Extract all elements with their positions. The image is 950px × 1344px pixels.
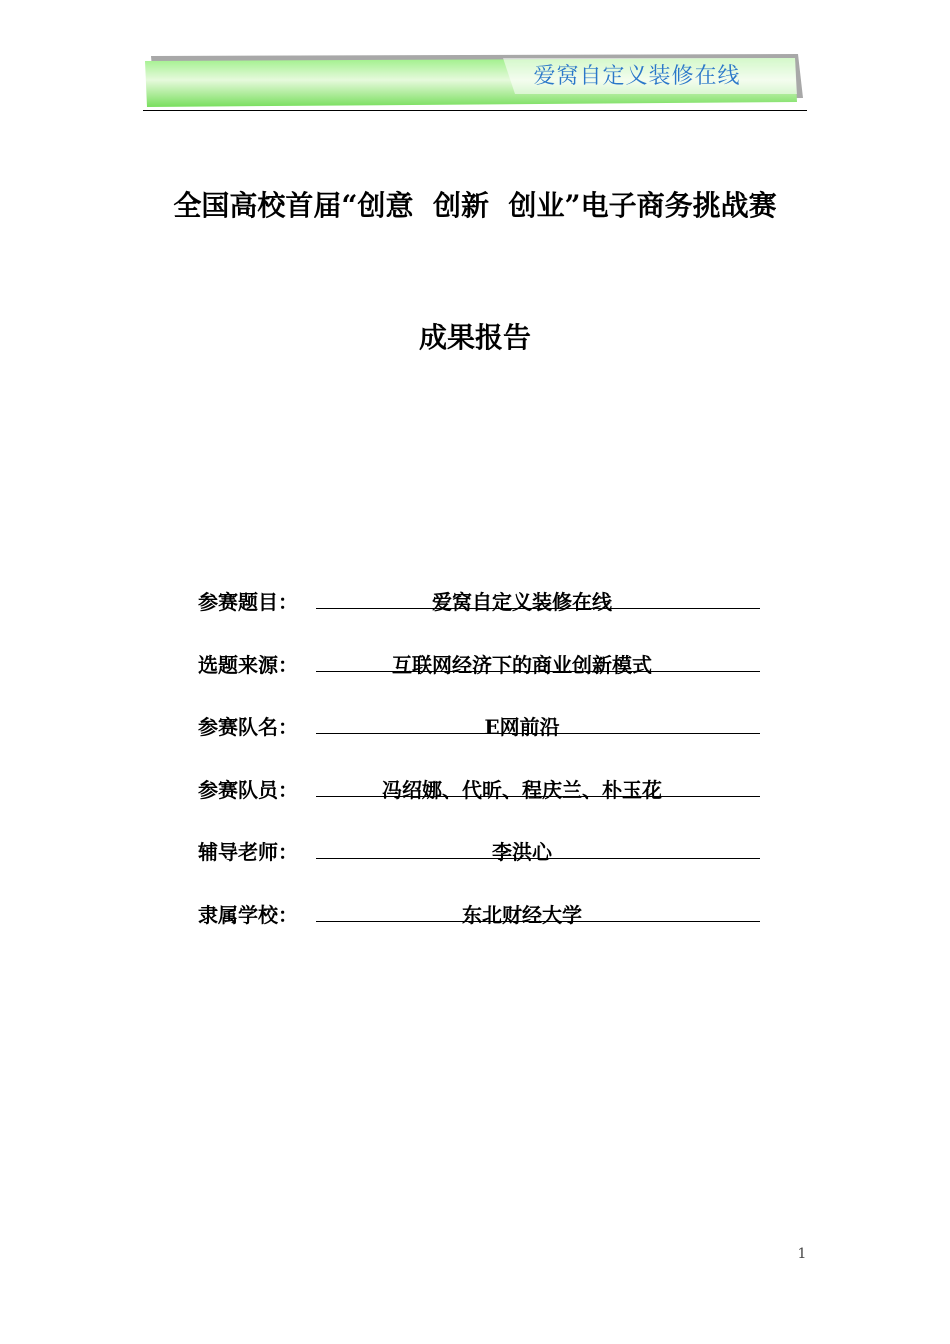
field-label: 参赛队员： (198, 777, 298, 802)
info-fields (198, 584, 764, 959)
header-divider (143, 110, 807, 111)
field-row-advisor (198, 834, 764, 897)
field-row-topic (198, 584, 764, 647)
field-value: 互联网经济下的商业创新模式 (392, 652, 652, 677)
header-banner-text: 爱窝自定义装修在线 (533, 64, 741, 89)
field-value: E网前沿 (484, 715, 560, 739)
field-row-school (198, 897, 764, 960)
field-value: 冯绍娜、代昕、程庆兰、朴玉花 (382, 777, 662, 802)
document-subtitle: 成果报告 (418, 321, 531, 354)
field-value: 李洪心 (492, 840, 552, 864)
field-label: 辅导老师： (198, 840, 298, 864)
field-value: 爱窝自定义装修在线 (432, 590, 612, 614)
field-label: 参赛队名： (198, 715, 298, 739)
field-label: 隶属学校： (198, 902, 298, 927)
page-number: 1 (797, 1246, 807, 1262)
field-value: 东北财经大学 (462, 902, 582, 927)
field-row-source (198, 647, 764, 710)
document-title: 全国高校首届“创意 创新 创业”电子商务挑战赛 (173, 189, 777, 222)
field-row-members (198, 772, 764, 835)
field-label: 选题来源： (198, 652, 298, 677)
field-label: 参赛题目： (198, 590, 298, 614)
field-row-team-name (198, 709, 764, 772)
